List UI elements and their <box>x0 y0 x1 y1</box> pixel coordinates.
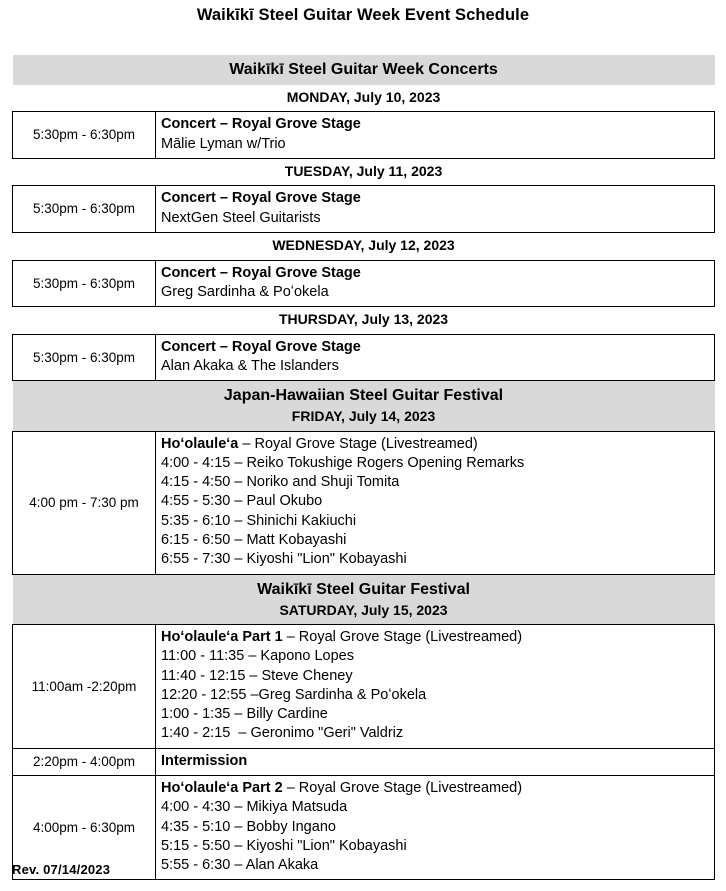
table-row-friday <box>13 431 715 574</box>
lineup-line: 5:15 - 5:50 – Kiyoshi "Lion" Kobayashi <box>161 837 407 854</box>
event-performer: Mālie Lyman w/Trio <box>161 135 286 152</box>
event-headline-rest: – Royal Grove Stage (Livestreamed) <box>282 629 523 646</box>
event-description <box>156 334 715 381</box>
day-heading-wednesday <box>13 233 715 261</box>
event-time: 5:30pm - 6:30pm <box>13 112 156 159</box>
event-headline <box>161 435 710 454</box>
event-performer: Greg Sardinha & Poʻokela <box>161 283 329 300</box>
event-description <box>156 186 715 233</box>
section-banner-waikiki-festival <box>13 574 715 624</box>
section-banner-subtitle: FRIDAY, July 14, 2023 <box>291 408 436 425</box>
day-heading-monday <box>13 85 715 112</box>
event-headline-rest: – Royal Grove Stage (Livestreamed) <box>282 779 523 796</box>
event-headline: Concert – Royal Grove Stage <box>161 116 361 133</box>
lineup-line: 4:15 - 4:50 – Noriko and Shuji Tomita <box>161 474 400 491</box>
section-banner-title: Japan-Hawaiian Steel Guitar Festival <box>223 387 504 405</box>
event-headline: Intermission <box>161 752 248 769</box>
event-description <box>156 748 715 775</box>
event-time: 5:30pm - 6:30pm <box>13 260 156 307</box>
lineup-line: 6:15 - 6:50 – Matt Kobayashi <box>161 532 347 548</box>
event-headline-rest: – Royal Grove Stage (Livestreamed) <box>238 435 478 452</box>
lineup-line: 5:55 - 6:30 – Alan Akaka <box>161 857 319 874</box>
event-headline <box>161 779 710 798</box>
event-description <box>156 775 715 879</box>
table-row-saturday-part1 <box>13 625 715 749</box>
event-lineup <box>161 454 710 570</box>
lineup-line: 1:00 - 1:35 – Billy Cardine <box>161 706 328 723</box>
event-time: 2:20pm - 4:00pm <box>13 748 156 775</box>
event-time: 5:30pm - 6:30pm <box>13 334 156 381</box>
event-headline: Concert – Royal Grove Stage <box>161 264 361 281</box>
event-performer: Alan Akaka & The Islanders <box>161 357 339 374</box>
event-description <box>156 112 715 159</box>
table-row-intermission <box>13 748 715 775</box>
event-lineup <box>161 647 710 743</box>
event-description <box>156 625 715 749</box>
lineup-line: 4:35 - 5:10 – Bobby Ingano <box>161 818 336 835</box>
section-banner-title: Waikīkī Steel Guitar Week Concerts <box>229 60 498 78</box>
day-heading-tuesday <box>13 158 715 186</box>
day-name: MONDAY, <box>286 88 350 105</box>
day-date: July 10, 2023 <box>350 88 441 105</box>
lineup-line: 4:55 - 5:30 – Paul Okubo <box>161 493 323 510</box>
schedule-table <box>12 55 715 881</box>
lineup-line: 11:00 - 11:35 – Kapono Lopes <box>161 648 354 665</box>
day-heading-thursday <box>13 307 715 335</box>
table-row-thursday <box>13 334 715 381</box>
event-headline <box>161 628 710 647</box>
event-headline-bold: Hoʻolauleʻa Part 1 <box>161 629 283 646</box>
event-time: 5:30pm - 6:30pm <box>13 186 156 233</box>
event-time: 11:00am -2:20pm <box>13 625 156 749</box>
section-banner-concerts <box>13 55 715 85</box>
revision-note: Rev. 07/14/2023 <box>12 862 111 877</box>
event-performer: NextGen Steel Guitarists <box>161 209 321 226</box>
event-headline-bold: Hoʻolauleʻa Part 2 <box>161 779 283 796</box>
day-date: July 11, 2023 <box>352 162 443 179</box>
lineup-line: 5:35 - 6:10 – Shinichi Kakiuchi <box>161 512 357 529</box>
table-row-wednesday <box>13 260 715 307</box>
event-headline-bold: Hoʻolauleʻa <box>161 435 239 452</box>
event-time: 4:00pm - 6:30pm <box>13 775 156 879</box>
day-date: July 13, 2023 <box>357 311 449 328</box>
day-name: WEDNESDAY, <box>272 237 365 254</box>
day-name: TUESDAY, <box>284 162 353 179</box>
event-lineup <box>161 798 710 875</box>
day-name: THURSDAY, <box>278 311 358 328</box>
event-headline: Concert – Royal Grove Stage <box>161 190 361 207</box>
table-row-monday <box>13 112 715 159</box>
lineup-line: 4:00 - 4:15 – Reiko Tokushige Rogers Opening Remarks <box>161 454 525 471</box>
event-time: 4:00 pm - 7:30 pm <box>13 431 156 574</box>
section-banner-japan-hawaiian <box>13 381 715 431</box>
lineup-line: 1:40 - 2:15 – Geronimo "Geri" Valdriz <box>161 725 404 742</box>
table-row-tuesday <box>13 186 715 233</box>
lineup-line: 11:40 - 12:15 – Steve Cheney <box>161 667 353 684</box>
section-banner-title: Waikīkī Steel Guitar Festival <box>257 580 470 598</box>
lineup-line: 6:55 - 7:30 – Kiyoshi "Lion" Kobayashi <box>161 551 407 568</box>
event-headline: Concert – Royal Grove Stage <box>161 338 361 355</box>
day-date: July 12, 2023 <box>364 237 455 254</box>
event-description <box>156 431 715 574</box>
page-title: Waikīkī Steel Guitar Week Event Schedule <box>196 6 530 24</box>
lineup-line: 12:20 - 12:55 –Greg Sardinha & Poʻokela <box>161 686 427 703</box>
section-banner-subtitle: SATURDAY, July 15, 2023 <box>279 601 448 618</box>
lineup-line: 4:00 - 4:30 – Mikiya Matsuda <box>161 799 348 816</box>
table-row-saturday-part2 <box>13 775 715 879</box>
event-description <box>156 260 715 307</box>
